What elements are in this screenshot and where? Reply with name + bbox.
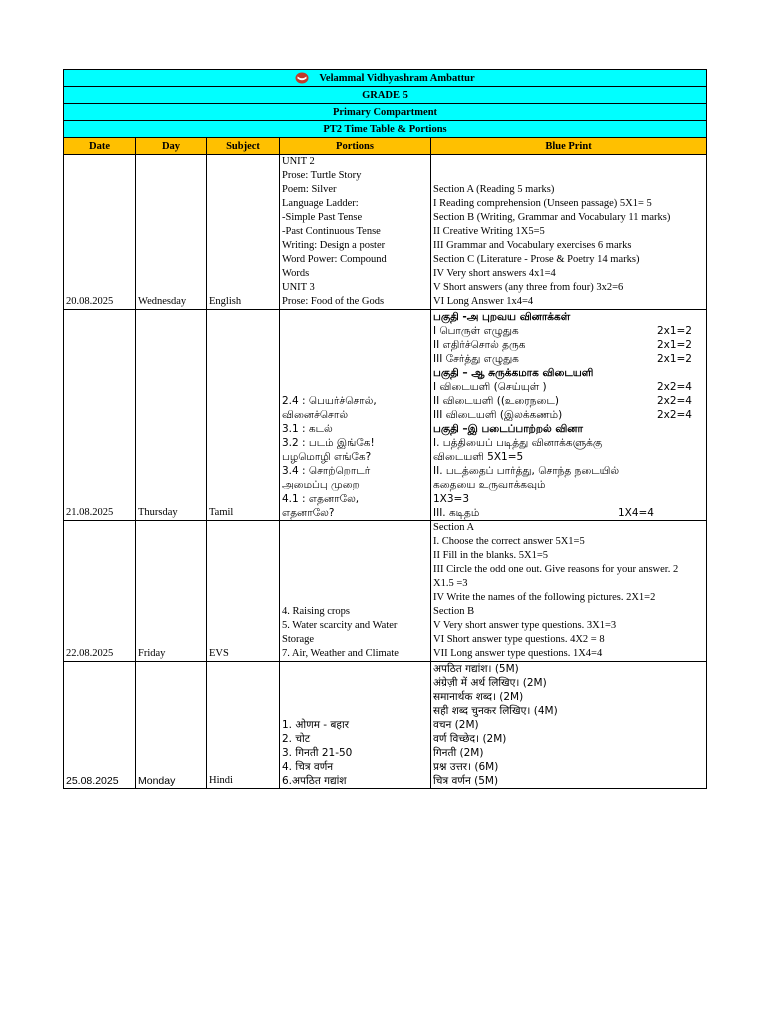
table-row [64, 521, 707, 662]
portion-line: UNIT 3 [282, 282, 315, 293]
portions-cell [280, 155, 431, 310]
blueprint-line: चित्र वर्णन (5M) [433, 775, 499, 787]
day-cell: Wednesday [136, 155, 207, 310]
blueprint-line: II Creative Writing 1X5=5 [433, 226, 545, 237]
blueprint-line: सही शब्द चुनकर लिखिए। (4M) [433, 705, 558, 717]
portion-line: 3.2 : படம் இங்கே! [282, 437, 375, 449]
table-row [64, 155, 707, 310]
portion-line: எதனாலே? [282, 507, 335, 519]
blueprint-line: விடையளி 5X1=5 [433, 451, 524, 463]
blueprint-cell [431, 521, 707, 662]
portion-line: Word Power: Compound [282, 254, 387, 265]
blueprint-mark: 2x2=4 [656, 381, 692, 393]
blueprint-line: Section B [433, 606, 475, 617]
blueprint-mark: 2x2=4 [656, 409, 692, 421]
blueprint-section-heading: பகுதி -அ புறவய வினாக்கள் [433, 311, 571, 323]
portion-line: 3.4 : சொற்றொடர் [282, 465, 371, 477]
portion-line: Storage [282, 634, 315, 645]
blueprint-line: III Grammar and Vocabulary exercises 6 marks [433, 240, 632, 251]
blueprint-line: Section A [433, 522, 475, 533]
portion-line: 5. Water scarcity and Water [282, 620, 398, 631]
table-row [64, 310, 707, 521]
school-name-cell [64, 70, 707, 87]
blueprint-line: I Reading comprehension (Unseen passage) 5X1= 5 [433, 198, 652, 209]
portions-cell [280, 662, 431, 789]
blueprint-line: V Very short answer type questions. 3X1=3 [433, 620, 617, 631]
blueprint-cell [431, 155, 707, 310]
day-cell: Friday [136, 521, 207, 662]
blueprint-mark: 2x1=2 [656, 339, 692, 351]
portion-line: வினைச்சொல் [282, 409, 349, 421]
blueprint-line: IV Write the names of the following pictures. 2X1=2 [433, 592, 656, 603]
blueprint-line: IV Very short answers 4x1=4 [433, 268, 556, 279]
blueprint-mark: 2x2=4 [656, 395, 692, 407]
column-header-portions: Portions [280, 138, 431, 155]
grade: GRADE 5 [64, 87, 707, 104]
column-header-subject: Subject [207, 138, 280, 155]
portion-line: பழமொழி எங்கே? [282, 451, 372, 463]
column-header-blueprint: Blue Print [431, 138, 707, 155]
blueprint-line: III விடையளி (இலக்கணம்) 2x2=4 [433, 408, 704, 422]
blueprint-line: VII Long answer type questions. 1X4=4 [433, 648, 603, 659]
portion-line: 3. गिनती 21-50 [282, 747, 353, 759]
day-cell: Monday [136, 662, 207, 789]
portion-line: 1. ओणम - बहार [282, 719, 350, 731]
portion-line: 4. चित्र वर्णन [282, 761, 334, 773]
portion-line: 3.1 : கடல் [282, 423, 333, 435]
compartment: Primary Compartment [64, 104, 707, 121]
blueprint-line: III சேர்த்து எழுதுக 2x1=2 [433, 352, 704, 366]
portion-line: 7. Air, Weather and Climate [282, 648, 399, 659]
portions-cell [280, 310, 431, 521]
blueprint-line: प्रश्न उत्तर। (6M) [433, 761, 499, 773]
blueprint-line: II. படத்தைப் பார்த்து, சொந்த நடையில் [433, 465, 620, 477]
blueprint-line: III Circle the odd one out. Give reasons for your answer. 2 [433, 564, 679, 575]
blueprint-line: III. கடிதம் 1X4=4 [433, 506, 704, 520]
column-header-day: Day [136, 138, 207, 155]
portion-line: அமைப்பு முறை [282, 479, 360, 491]
portion-line: Writing: Design a poster [282, 240, 386, 251]
blueprint-section-heading: பகுதி –இ படைப்பாற்றல் வினா [433, 423, 583, 435]
blueprint-line: गिनती (2M) [433, 747, 484, 759]
blueprint-line: I. பத்தியைப் படித்து வினாக்களுக்கு [433, 437, 603, 449]
school-logo-icon [295, 72, 309, 84]
blueprint-line: V Short answers (any three from four) 3x2=6 [433, 282, 624, 293]
blueprint-line: VI Long Answer 1x4=4 [433, 296, 534, 307]
document-title: PT2 Time Table & Portions [64, 121, 707, 138]
blueprint-line: Section C (Literature - Prose & Poetry 14 marks) [433, 254, 640, 265]
blueprint-line: II விடையளி ((உரைநடை) 2x2=4 [433, 394, 704, 408]
blueprint-mark: 1X4=4 [617, 507, 654, 519]
blueprint-line: II Fill in the blanks. 5X1=5 [433, 550, 548, 561]
blueprint-mark: 2x1=2 [656, 325, 692, 337]
portions-cell [280, 521, 431, 662]
blueprint-line: I. Choose the correct answer 5X1=5 [433, 536, 585, 547]
portion-line: Prose: Food of the Gods [282, 296, 385, 307]
timetable [63, 69, 707, 789]
blueprint-line: अंग्रेज़ी में अर्थ लिखिए। (2M) [433, 677, 547, 689]
subject-cell: Hindi [207, 662, 280, 789]
blueprint-line: Section A (Reading 5 marks) [433, 184, 555, 195]
blueprint-line: 1X3=3 [433, 493, 470, 505]
table-row [64, 662, 707, 789]
blueprint-line: वर्ण विच्छेद। (2M) [433, 733, 507, 745]
portion-line: Language Ladder: [282, 198, 359, 209]
portion-line: 4. Raising crops [282, 606, 350, 617]
blueprint-line: वचन (2M) [433, 719, 479, 731]
school-name: Velammal Vidhyashram Ambattur [319, 73, 475, 84]
blueprint-cell [431, 662, 707, 789]
blueprint-line: समानार्थक शब्द। (2M) [433, 691, 524, 703]
blueprint-mark: 2x1=2 [656, 353, 692, 365]
blueprint-line: VI Short answer type questions. 4X2 = 8 [433, 634, 605, 645]
day-cell: Thursday [136, 310, 207, 521]
blueprint-line: Section B (Writing, Grammar and Vocabulary 11 marks) [433, 212, 671, 223]
blueprint-line: अपठित गद्यांश। (5M) [433, 663, 519, 675]
blueprint-section-heading: பகுதி – ஆ சுருக்கமாக விடையளி [433, 367, 594, 379]
date-cell: 25.08.2025 [64, 662, 136, 789]
portion-line: Prose: Turtle Story [282, 170, 362, 181]
blueprint-line: X1.5 =3 [433, 578, 468, 589]
date-cell: 21.08.2025 [64, 310, 136, 521]
portion-line: UNIT 2 [282, 156, 315, 167]
portion-line: Poem: Silver [282, 184, 337, 195]
subject-cell: EVS [207, 521, 280, 662]
subject-cell: English [207, 155, 280, 310]
portion-line: -Past Continuous Tense [282, 226, 381, 237]
blueprint-line: I விடையளி (செய்யுள் ) 2x2=4 [433, 380, 704, 394]
blueprint-line: I பொருள் எழுதுக 2x1=2 [433, 324, 704, 338]
portion-line: 6.अपठित गद्यांश [282, 775, 347, 787]
portion-line: -Simple Past Tense [282, 212, 363, 223]
portion-line: 2. चोट [282, 733, 311, 745]
subject-cell: Tamil [207, 310, 280, 521]
portion-line: 4.1 : எதனாலே, [282, 493, 360, 505]
column-header-date: Date [64, 138, 136, 155]
date-cell: 20.08.2025 [64, 155, 136, 310]
portion-line: 2.4 : பெயர்ச்சொல், [282, 395, 377, 407]
blueprint-cell [431, 310, 707, 521]
portion-line: Words [282, 268, 310, 279]
date-cell: 22.08.2025 [64, 521, 136, 662]
blueprint-line: II எதிர்ச்சொல் தருக 2x1=2 [433, 338, 704, 352]
blueprint-line: கதையை உருவாக்கவும் [433, 479, 546, 491]
